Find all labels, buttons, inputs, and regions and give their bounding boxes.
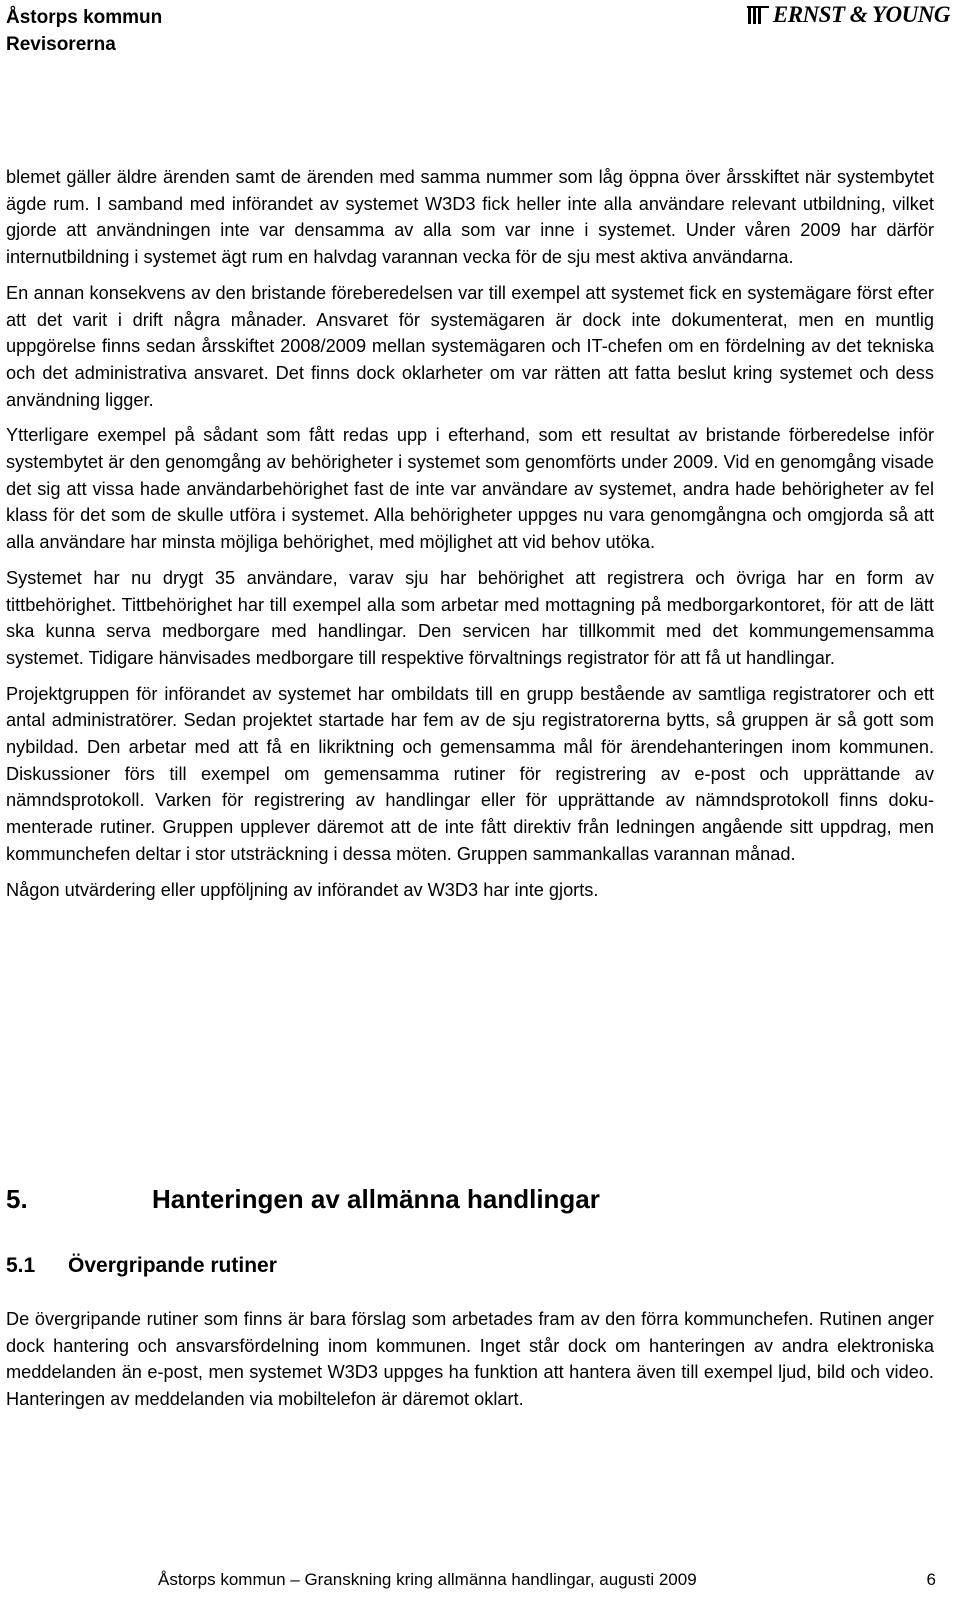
paragraph: Ytterligare exempel på sådant som fått redas upp i efterhand, som ett resultat av bristande förberedelse inför systembytet är den genomgång av behörigheter i systemet som genomförts under 2009. Vid en genomgång visade det sig att vissa hade användarbehörighet fast de inte var användare av systemet, andra hade behörigheter av fel klass för det som de skulle utföra i systemet. Alla behörigheter uppges nu vara genomgångna och omgjorda så att alla användare har minsta möjliga behörighet, med möjlighet att vid behov utöka. xyxy=(6,425,934,553)
page-header xyxy=(6,4,162,58)
page-number: 6 xyxy=(926,1570,936,1589)
paragraph: Någon utvärdering eller uppföljning av införandet av W3D3 har inte gjorts. xyxy=(6,879,599,900)
subsection-heading xyxy=(6,1254,277,1278)
paragraph: Systemet har nu drygt 35 användare, varav sju har behörighet att registrera och övriga har en form av tittbehörighet. Tittbehörighet har till exempel alla som arbetar med mottagning på medborgarkontoret, för att de lätt ska kunna serva medborgare med handlingar. Den servicen har tillkommit med det kommungemensamma systemet. Tidigare hänvisades medborgare till respektive förvaltnings registrator för att få ut handlingar. xyxy=(6,567,934,668)
subsection-title: Övergripande rutiner xyxy=(68,1254,277,1277)
subsection-number: 5.1 xyxy=(6,1254,36,1277)
subsection-body xyxy=(6,1306,934,1413)
logo-mark-icon xyxy=(747,4,769,26)
section-number: 5. xyxy=(6,1184,28,1214)
footer-text: Åstorps kommun – Granskning kring allmänna handlingar, augusti 2009 xyxy=(158,1570,697,1589)
paragraph: En annan konsekvens av den bristande föreberedelsen var till exempel att systemet fick en systemägare först efter att det varit i drift några månader. Ansvaret för systemägaren är dock inte dokumenterat, men en muntlig uppgörelse finns sedan årsskiftet 2008/2009 mellan systemägaren och IT-chefen om en fördelning av det tekniska och det administrativa ansvaret. Det finns dock oklarheter om var rätten att fatta beslut kring systemet och dess användning ligger. xyxy=(6,282,934,410)
section-title: Hanteringen av allmänna handlingar xyxy=(152,1184,600,1214)
header-department: Revisorerna xyxy=(6,34,116,55)
section-heading xyxy=(6,1184,600,1215)
paragraph: De övergripande rutiner som finns är bara förslag som arbetades fram av den förra kommunchefen. Rutinen anger dock hantering och ansvarsfördelning inom kommunen. Inget står dock om hanteringen av andra elektroniska meddelanden än e-post, men systemet W3D3 uppges ha funktion att hantera även till exempel ljud, bild och video. Hanteringen av meddelanden via mobiltelefon är däremot oklart. xyxy=(6,1309,934,1410)
ernst-young-logo xyxy=(747,2,950,28)
header-organization: Åstorps kommun xyxy=(6,7,163,28)
logo-text: ERNST & YOUNG xyxy=(772,2,950,27)
paragraph: Projektgruppen för införandet av systemet har ombildats till en grupp bestående av samtliga registratorer och ett antal administratörer. Sedan projektet startade har fem av de sju registratorerna bytts, så gruppen är så gott som nybildad. Den arbetar med att få en likriktning och gemensamma mål för ärendehanteringen inom kommunen. Diskussioner förs till exempel om gemensamma rutiner för registrering av e-post och upprättande av nämndsprotokoll. Varken för registrering av handlingar eller för upprättande av nämndsprotokoll finns dokumenterade rutiner. Gruppen upplever däremot att de inte fått direktiv från ledningen angående sitt uppdrag, men kommunchefen deltar i stor utsträckning i dessa möten. Gruppen sammankallas varannan månad. xyxy=(6,683,934,864)
paragraph: blemet gäller äldre ärenden samt de ärenden med samma nummer som låg öppna över årsskiftet när systembytet ägde rum. I samband med införandet av systemet W3D3 fick heller inte alla användare relevant utbildning, vilket gjorde att användningen inte var densamma av alla som var inne i systemet. Under våren 2009 har därför internutbildning i systemet ägt rum en halvdag varannan vecka för de sju mest aktiva användarna. xyxy=(6,167,934,268)
body-text xyxy=(6,164,934,912)
